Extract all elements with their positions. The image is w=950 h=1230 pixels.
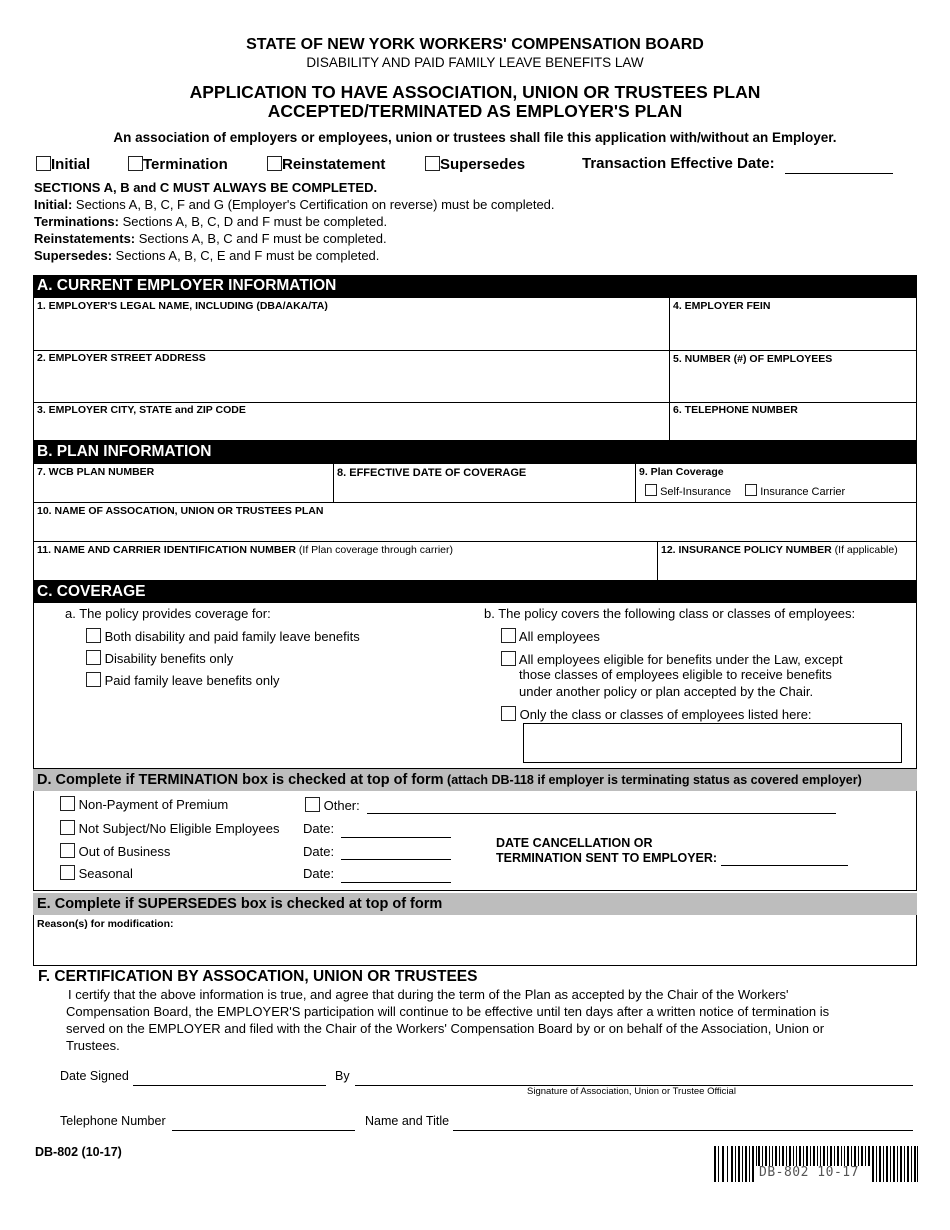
nonpayment-option[interactable]: Non-Payment of Premium [60, 796, 228, 812]
other-checkbox[interactable] [305, 797, 320, 812]
section-f-header: F. CERTIFICATION BY ASSOCATION, UNION OR TRUSTEES [38, 968, 478, 985]
plan-coverage-label: 9. Plan Coverage [639, 466, 724, 478]
section-a-grid [33, 297, 917, 441]
must-complete-notice: SECTIONS A, B and C MUST ALWAYS BE COMPLETED. [34, 180, 378, 195]
cancellation-date-field[interactable] [721, 865, 848, 866]
termination-label: Termination [143, 156, 228, 173]
by-label: By [335, 1069, 350, 1083]
number-of-employees-field[interactable]: 5. NUMBER (#) OF EMPLOYEES [673, 353, 833, 365]
nonpayment-checkbox[interactable] [60, 796, 75, 811]
not-subject-option[interactable]: Not Subject/No Eligible Employees [60, 820, 280, 836]
coverage-disability-option[interactable]: Disability benefits only [86, 650, 233, 666]
instruction-termination: Terminations: Sections A, B, C, D and F must be completed. [34, 214, 388, 229]
supersedes-label: Supersedes [440, 156, 526, 173]
name-and-title-field[interactable] [453, 1130, 913, 1131]
all-employees-checkbox[interactable] [501, 628, 516, 643]
out-of-business-checkbox[interactable] [60, 843, 75, 858]
instruction-supersedes: Supersedes: Sections A, B, C, E and F must be completed. [34, 248, 380, 263]
employer-fein-field[interactable]: 4. EMPLOYER FEIN [673, 300, 771, 312]
transaction-supersedes[interactable] [425, 156, 525, 173]
certification-text-1: I certify that the above information is true, and agree that during the term of the Plan as accepted by the Chair of the Workers' [68, 987, 789, 1002]
other-reason-field[interactable] [367, 813, 836, 814]
carrier-name-id-field[interactable]: 11. NAME AND CARRIER IDENTIFICATION NUMBER (If Plan coverage through carrier) [37, 544, 454, 556]
effective-date-of-coverage-field[interactable]: 8. EFFECTIVE DATE OF COVERAGE [337, 467, 527, 479]
section-b-grid [33, 463, 917, 581]
section-d-header: D. Complete if TERMINATION box is checked at top of form (attach DB-118 if employer is terminating status as covered employer) [33, 769, 917, 791]
wcb-plan-number-field[interactable]: 7. WCB PLAN NUMBER [37, 466, 155, 478]
modification-reason-field[interactable]: Reason(s) for modification: [37, 918, 174, 930]
certification-text-3: served on the EMPLOYER and filed with the Chair of the Workers' Compensation Board by or on behalf of the Association, Union or [66, 1021, 825, 1036]
form-title-line2: ACCEPTED/TERMINATED AS EMPLOYER'S PLAN [267, 101, 683, 121]
termination-checkbox[interactable] [128, 156, 143, 171]
coverage-a-heading: a. The policy provides coverage for: [65, 606, 271, 621]
coverage-b-heading: b. The policy covers the following class or classes of employees: [484, 606, 856, 621]
supersedes-checkbox[interactable] [425, 156, 440, 171]
out-of-business-option[interactable]: Out of Business [60, 843, 170, 859]
not-subject-checkbox[interactable] [60, 820, 75, 835]
certification-text-2: Compensation Board, the EMPLOYER'S participation will continue to be effective until ten days after a written notice of termination is [66, 1004, 830, 1019]
both-benefits-checkbox[interactable] [86, 628, 101, 643]
self-insurance-label: Self-Insurance [660, 486, 731, 498]
employer-legal-name-field[interactable]: 1. EMPLOYER'S LEGAL NAME, INCLUDING (DBA/AKA/TA) [37, 300, 328, 312]
other-option[interactable]: Other: [305, 797, 360, 813]
cancellation-label-2: TERMINATION SENT TO EMPLOYER: [496, 851, 718, 865]
pfl-only-checkbox[interactable] [86, 672, 101, 687]
instruction-reinstatement: Reinstatements: Sections A, B, C and F must be completed. [34, 231, 387, 246]
association-plan-name-field[interactable]: 10. NAME OF ASSOCATION, UNION OR TRUSTEES PLAN [37, 505, 324, 517]
coverage-pfl-option[interactable]: Paid family leave benefits only [86, 672, 280, 688]
section-b-header: B. PLAN INFORMATION [33, 441, 917, 463]
out-of-business-date-field[interactable] [341, 859, 451, 860]
listed-classes-textbox[interactable] [523, 723, 902, 763]
transaction-effective-date-field[interactable] [785, 173, 893, 174]
not-subject-date-field[interactable] [341, 837, 451, 838]
transaction-reinstatement[interactable] [267, 156, 385, 173]
initial-checkbox[interactable] [36, 156, 51, 171]
employer-street-address-field[interactable]: 2. EMPLOYER STREET ADDRESS [37, 352, 206, 364]
certifier-telephone-field[interactable] [172, 1130, 355, 1131]
eligible-employees-text-2: those classes of employees eligible to receive benefits [519, 667, 832, 682]
employer-city-state-zip-field[interactable]: 3. EMPLOYER CITY, STATE and ZIP CODE [37, 404, 246, 416]
out-of-business-date-label: Date: [303, 844, 335, 859]
seasonal-date-field[interactable] [341, 882, 451, 883]
seasonal-date-label: Date: [303, 866, 335, 881]
barcode-text: DB-802 10-17 [759, 1165, 859, 1180]
section-a-header: A. CURRENT EMPLOYER INFORMATION [33, 275, 917, 297]
form-id: DB-802 (10-17) [35, 1145, 122, 1159]
transaction-effective-date-label: Transaction Effective Date: [582, 155, 775, 172]
reinstatement-label: Reinstatement [282, 156, 386, 173]
disability-only-checkbox[interactable] [86, 650, 101, 665]
all-employees-option[interactable]: All employees [501, 628, 600, 644]
section-e-header: E. Complete if SUPERSEDES box is checked at top of form [33, 893, 917, 915]
insurance-carrier-checkbox[interactable] [745, 484, 757, 496]
agency-name: STATE OF NEW YORK WORKERS' COMPENSATION BOARD [246, 36, 704, 53]
seasonal-option[interactable]: Seasonal [60, 865, 133, 881]
listed-classes-option[interactable]: Only the class or classes of employees listed here: [501, 706, 812, 722]
law-name: DISABILITY AND PAID FAMILY LEAVE BENEFITS LAW [306, 55, 644, 70]
instruction-initial: Initial: Sections A, B, C, F and G (Employer's Certification on reverse) must be completed. [34, 197, 555, 212]
telephone-label: Telephone Number [60, 1114, 166, 1128]
listed-classes-checkbox[interactable] [501, 706, 516, 721]
eligible-employees-option[interactable]: All employees eligible for benefits under the Law, except [501, 651, 843, 667]
transaction-initial[interactable] [36, 156, 90, 173]
coverage-both-option[interactable]: Both disability and paid family leave benefits [86, 628, 360, 644]
transaction-termination[interactable] [128, 156, 228, 173]
certification-text-4: Trustees. [66, 1038, 120, 1053]
seasonal-checkbox[interactable] [60, 865, 75, 880]
eligible-employees-checkbox[interactable] [501, 651, 516, 666]
date-signed-label: Date Signed [60, 1069, 129, 1083]
date-signed-field[interactable] [133, 1085, 326, 1086]
reinstatement-checkbox[interactable] [267, 156, 282, 171]
self-insurance-checkbox[interactable] [645, 484, 657, 496]
telephone-number-field[interactable]: 6. TELEPHONE NUMBER [673, 404, 798, 416]
name-title-label: Name and Title [365, 1114, 450, 1128]
cancellation-label-1: DATE CANCELLATION OR [496, 836, 653, 850]
filing-notice: An association of employers or employees, union or trustees shall file this application with/without an Employer. [113, 130, 837, 145]
initial-label: Initial [51, 156, 91, 173]
insurance-policy-number-field[interactable]: 12. INSURANCE POLICY NUMBER (If applicable) [661, 544, 898, 556]
not-subject-date-label: Date: [303, 821, 335, 836]
section-c-header: C. COVERAGE [33, 581, 917, 603]
eligible-employees-text-3: under another policy or plan accepted by the Chair. [519, 684, 814, 699]
plan-coverage-options [645, 484, 845, 498]
form-title-line1: APPLICATION TO HAVE ASSOCIATION, UNION OR TRUSTEES PLAN [189, 82, 761, 102]
insurance-carrier-label: Insurance Carrier [760, 486, 846, 498]
signature-caption: Signature of Association, Union or Trustee Official [527, 1086, 736, 1097]
